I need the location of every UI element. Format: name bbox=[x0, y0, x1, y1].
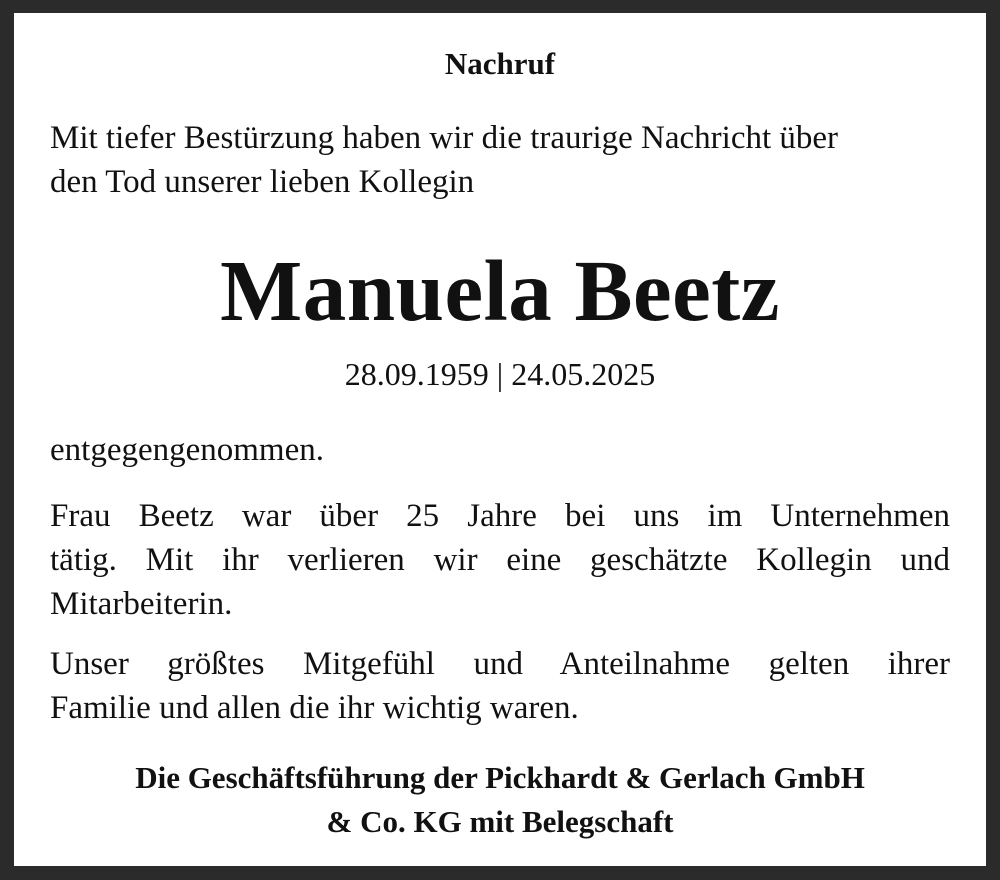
tribute-paragraph bbox=[50, 494, 950, 626]
paragraph-line: Frau Beetz war über 25 Jahre bei uns im Unternehmen bbox=[50, 498, 950, 534]
intro-line: den Tod unserer lieben Kollegin bbox=[50, 164, 475, 200]
signature bbox=[50, 756, 950, 844]
paragraph-line: Mitarbeiterin. bbox=[50, 586, 233, 622]
intro-continuation: entgegengenommen. bbox=[50, 432, 324, 468]
intro-text bbox=[50, 116, 950, 204]
deceased-name: Manuela Beetz bbox=[220, 242, 780, 339]
paragraph-line: Familie und allen die ihr wichtig waren. bbox=[50, 690, 579, 726]
notice-heading: Nachruf bbox=[444, 46, 556, 81]
paragraph-line: Unser größtes Mitgefühl und Anteilnahme gelten ihrer bbox=[50, 646, 950, 682]
paragraph-line: tätig. Mit ihr verlieren wir eine geschätzte Kollegin und bbox=[50, 542, 950, 578]
signature-line: & Co. KG mit Belegschaft bbox=[326, 804, 674, 839]
intro-line: Mit tiefer Bestürzung haben wir die traurige Nachricht über bbox=[50, 120, 839, 156]
life-dates: 28.09.1959 | 24.05.2025 bbox=[344, 356, 656, 392]
signature-line: Die Geschäftsführung der Pickhardt & Gerlach GmbH bbox=[135, 760, 865, 795]
condolence-paragraph bbox=[50, 642, 950, 730]
